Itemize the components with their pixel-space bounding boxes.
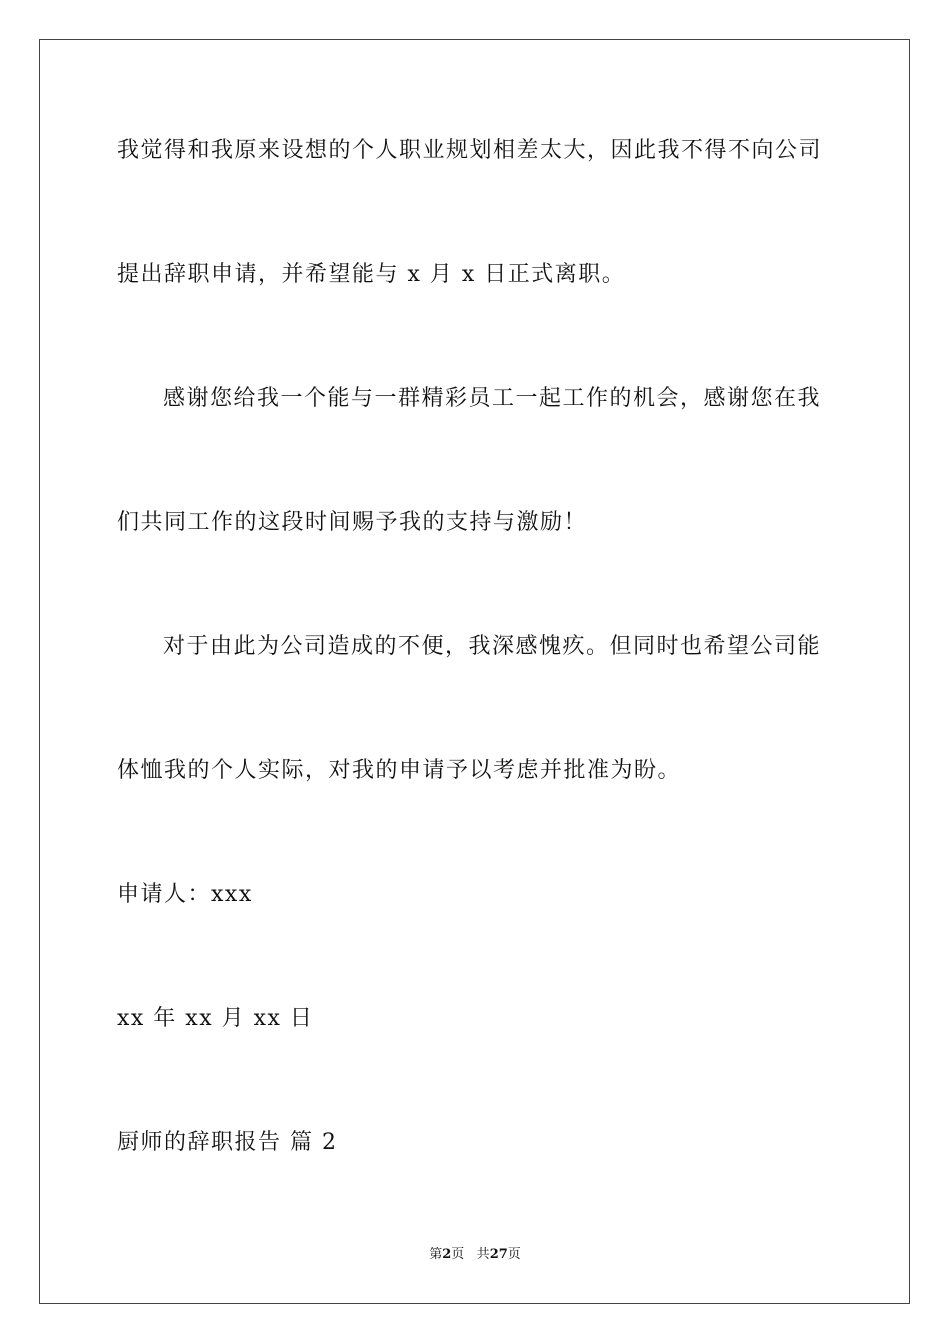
footer-page-prefix: 第 (429, 1247, 443, 1262)
footer-total-suffix: 页 (507, 1247, 521, 1262)
paragraph-line-2: 提出辞职申请，并希望能与 x 月 x 日正式离职。 (117, 262, 626, 287)
footer-total-prefix: 共 (476, 1247, 490, 1262)
paragraph-line-5: 对于由此为公司造成的不便，我深感愧疚。但同时也希望公司能 (163, 634, 822, 659)
footer-page-number: 2 (442, 1247, 452, 1262)
page-footer (0, 1246, 950, 1264)
paragraph-line-6: 体恤我的个人实际，对我的申请予以考虑并批准为盼。 (117, 758, 682, 783)
paragraph-line-4: 们共同工作的这段时间赐予我的支持与激励！ (117, 510, 588, 535)
page-border (39, 39, 910, 1304)
paragraph-line-3: 感谢您给我一个能与一群精彩员工一起工作的机会，感谢您在我 (163, 386, 822, 411)
footer-page-suffix: 页 (451, 1247, 465, 1262)
paragraph-line-1: 我觉得和我原来设想的个人职业规划相差太大，因此我不得不向公司 (117, 138, 823, 163)
section-heading: 厨师的辞职报告 篇 2 (117, 1130, 338, 1155)
date-line: xx 年 xx 月 xx 日 (117, 1006, 314, 1031)
footer-total-pages: 27 (489, 1247, 508, 1262)
applicant-line: 申请人：xxx (117, 882, 253, 907)
